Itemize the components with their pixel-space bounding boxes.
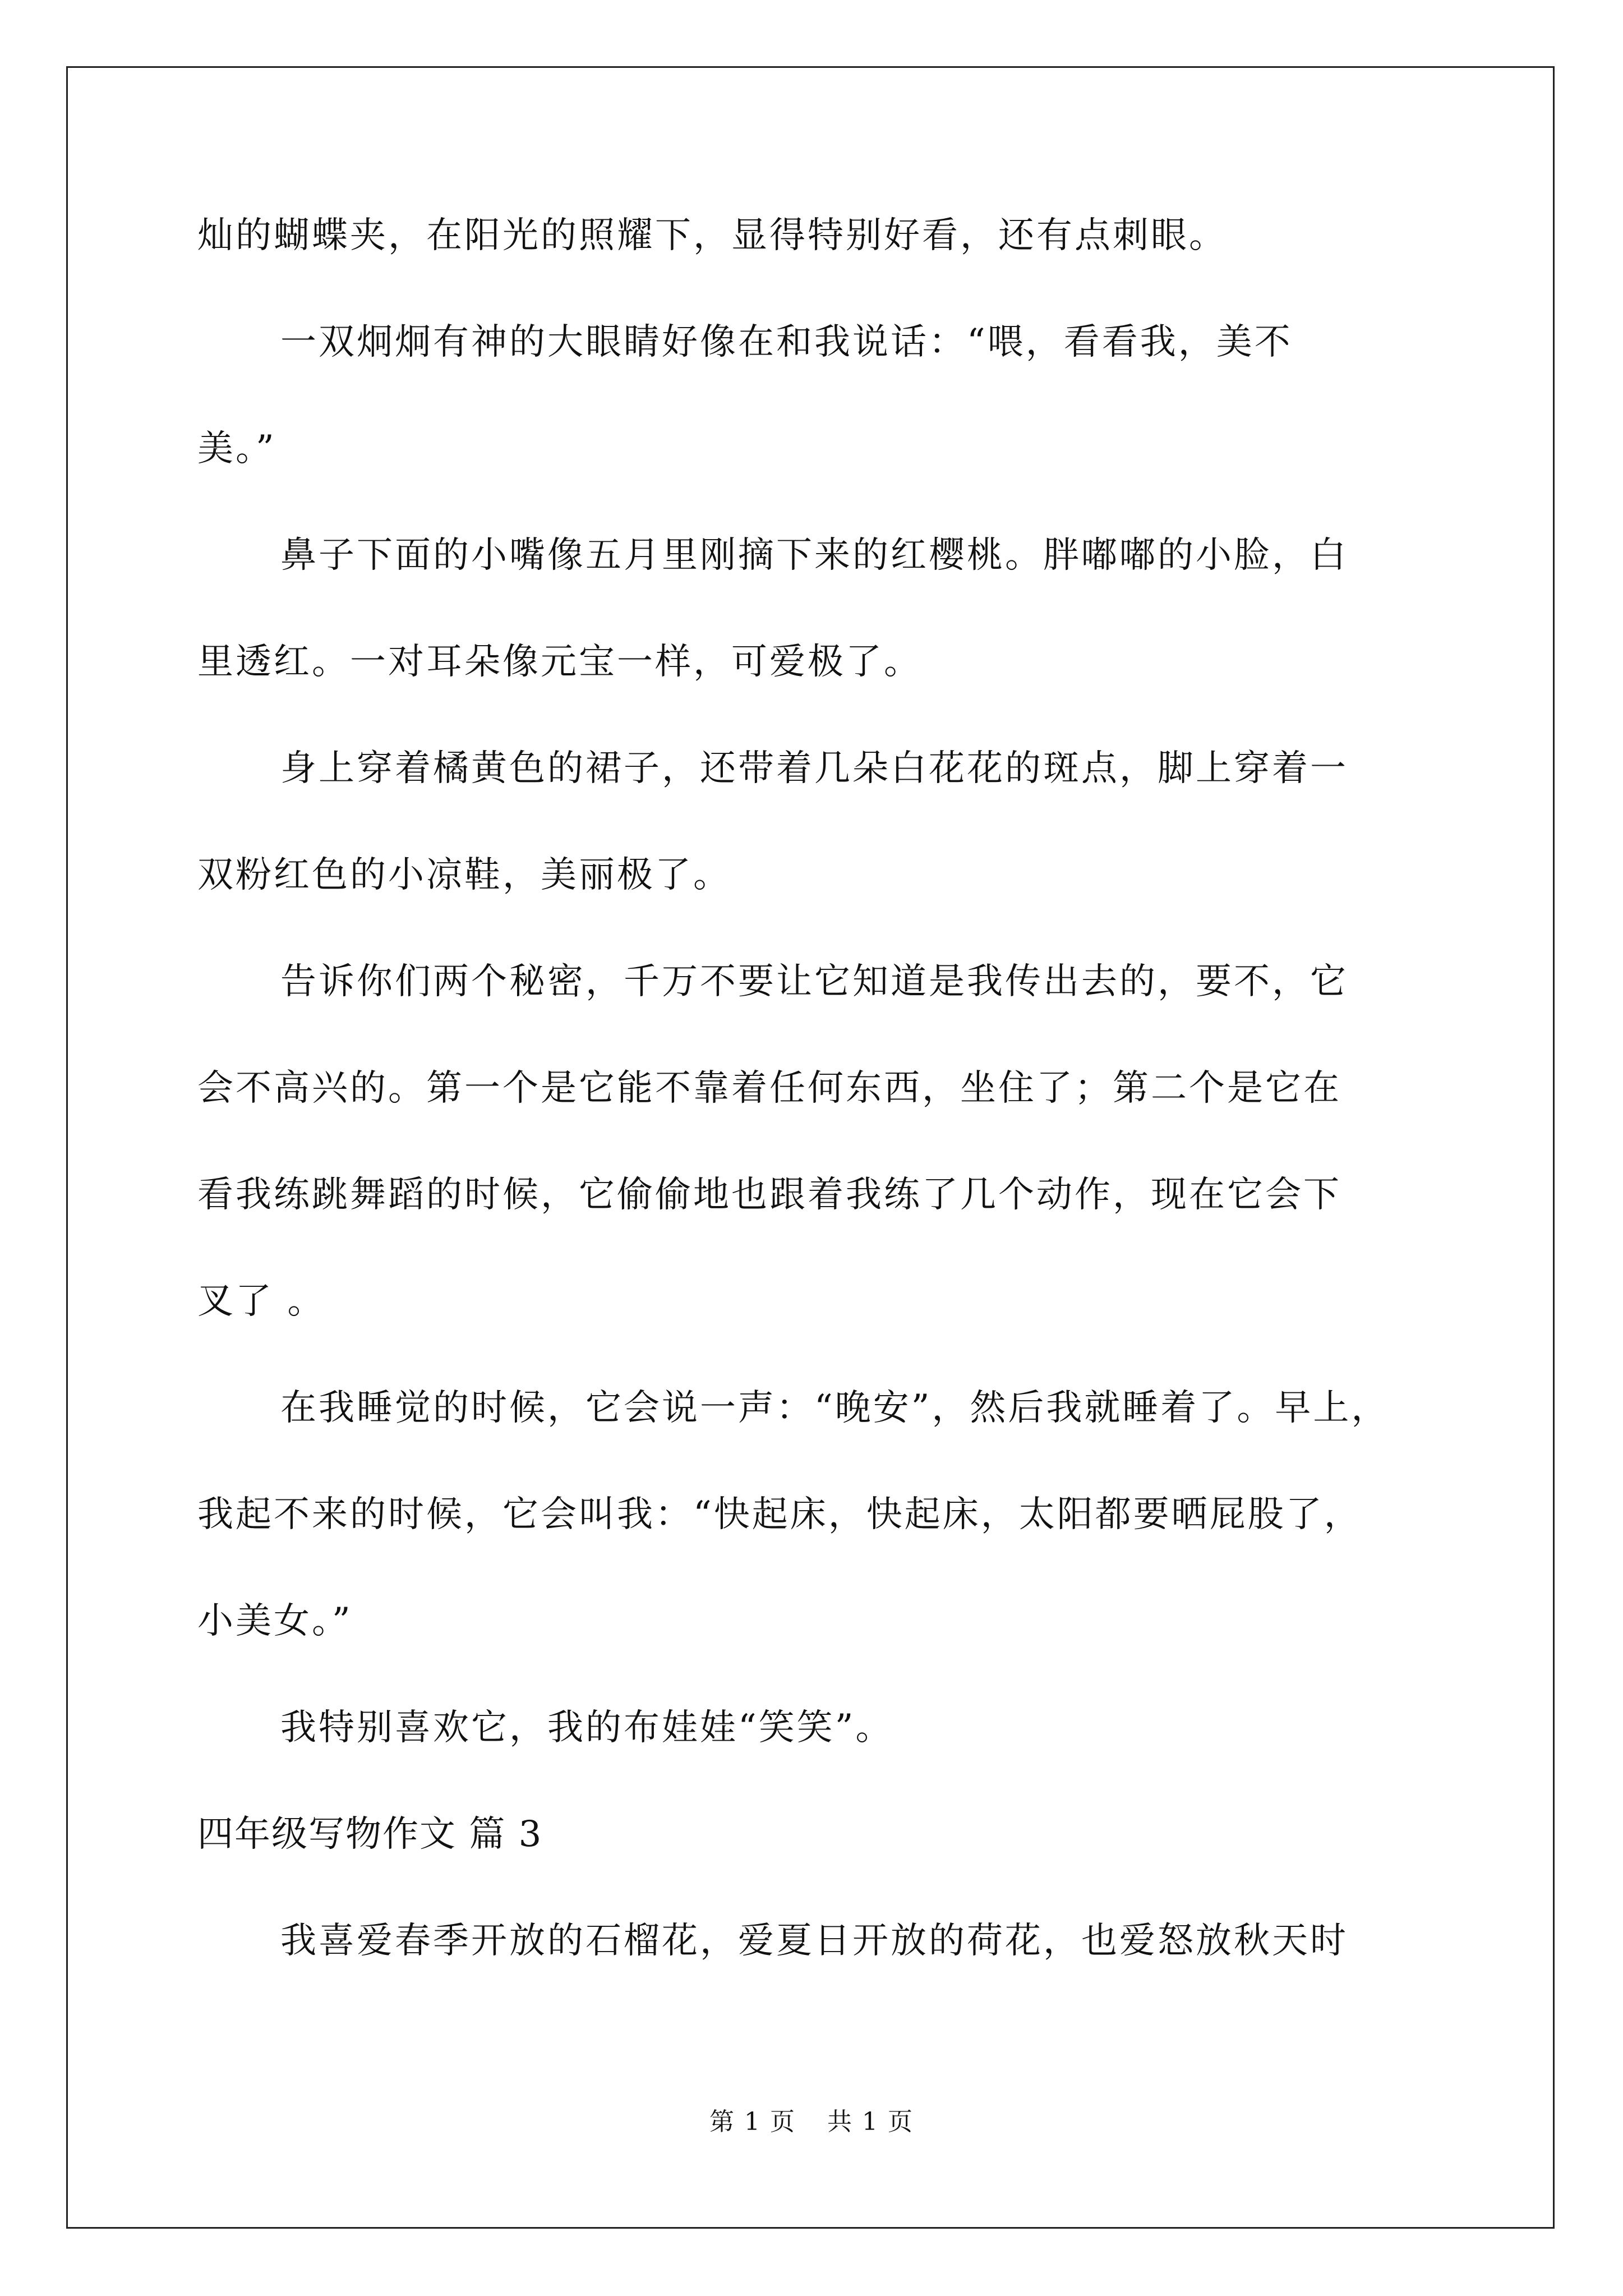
page-total: 共 1 页 <box>827 2108 914 2136</box>
text-line: 鼻子下面的小嘴像五月里刚摘下来的红樱桃。胖嘟嘟的小脸，白 <box>280 535 1348 576</box>
text-line: 美。” <box>197 428 276 470</box>
text-line: 里透红。一对耳朵像元宝一样，可爱极了。 <box>197 641 922 683</box>
section-heading: 四年级写物作文 篇 3 <box>197 1814 543 1855</box>
text-line: 小美女。” <box>197 1600 353 1642</box>
text-line: 我特别喜欢它，我的布娃娃“笑笑”。 <box>280 1707 894 1749</box>
text-line: 双粉红色的小凉鞋，美丽极了。 <box>197 854 731 896</box>
page-number: 第 1 页 <box>709 2108 796 2136</box>
text-line: 我起不来的时候，它会叫我：“快起床，快起床，太阳都要晒屁股了， <box>197 1494 1362 1535</box>
document-body <box>197 213 1465 2025</box>
text-line: 身上穿着橘黄色的裙子，还带着几朵白花花的斑点，脚上穿着一 <box>280 748 1348 789</box>
page-footer <box>0 2106 1623 2138</box>
text-line: 在我睡觉的时候，它会说一声：“晚安”，然后我就睡着了。早上， <box>280 1387 1390 1429</box>
text-line: 叉了 。 <box>197 1281 326 1322</box>
text-line: 我喜爱春季开放的石榴花，爱夏日开放的荷花，也爱怒放秋天时 <box>280 1920 1348 1962</box>
text-line: 告诉你们两个秘密，千万不要让它知道是我传出去的，要不，它 <box>280 961 1348 1002</box>
text-line: 会不高兴的。第一个是它能不靠着任何东西，坐住了；第二个是它在 <box>197 1068 1341 1109</box>
text-line: 一双炯炯有神的大眼睛好像在和我说话：“喂，看看我，美不 <box>280 321 1293 363</box>
text-line: 灿的蝴蝶夹，在阳光的照耀下，显得特别好看，还有点刺眼。 <box>197 215 1227 256</box>
text-line: 看我练跳舞蹈的时候，它偷偷地也跟着我练了几个动作，现在它会下 <box>197 1174 1341 1216</box>
